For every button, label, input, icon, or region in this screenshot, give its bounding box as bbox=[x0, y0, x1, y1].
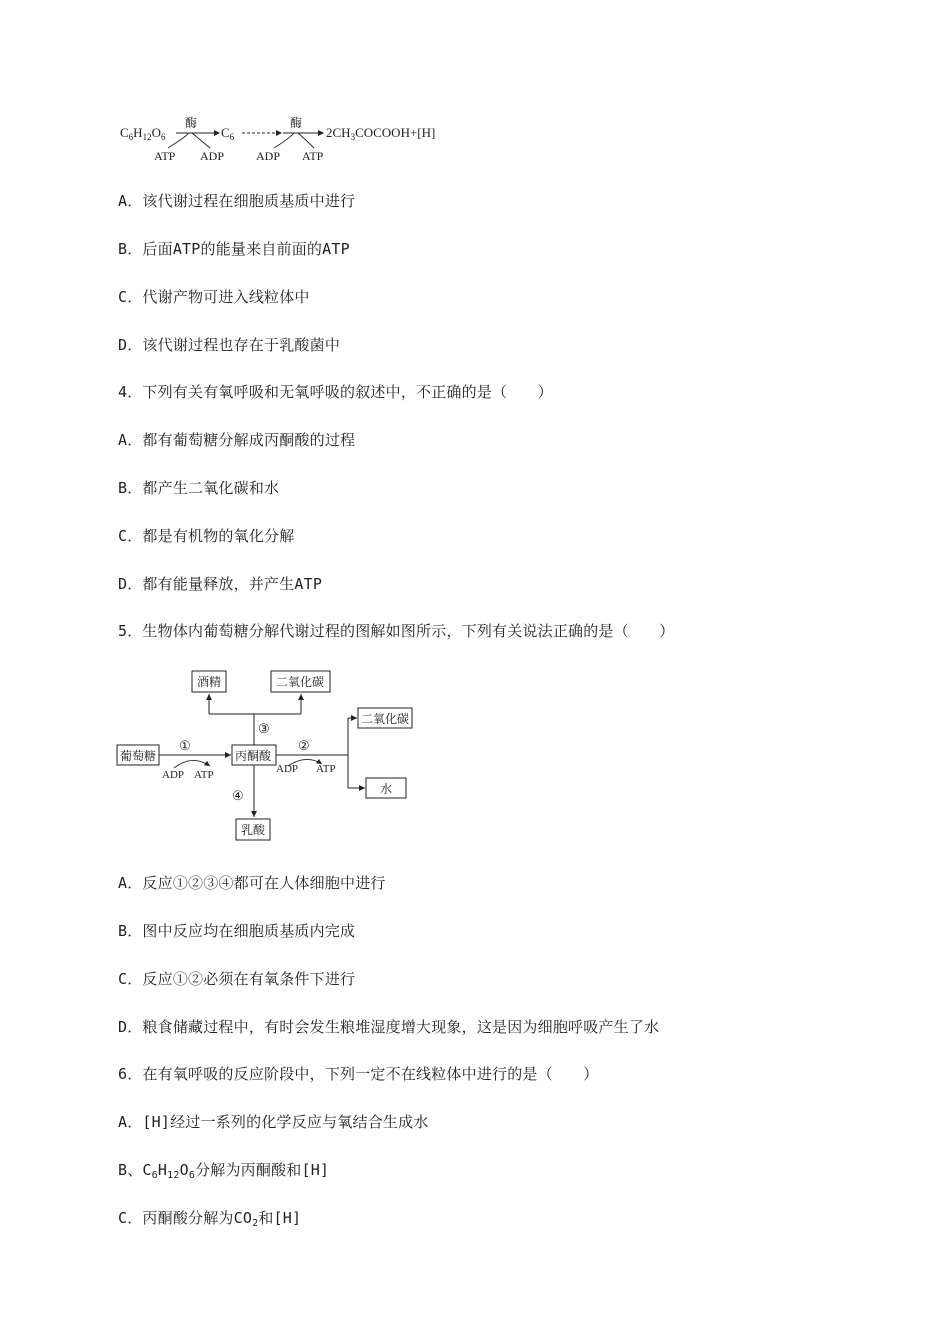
step3-label: ③ bbox=[258, 721, 270, 736]
reaction-equation bbox=[118, 112, 458, 170]
q4-option-c: C．都是有机物的氧化分解 bbox=[118, 527, 295, 545]
q6-option-c: C．丙酮酸分解为$CO_2$和[H] bbox=[118, 1209, 302, 1229]
q5-option-d: D．粮食储藏过程中，有时会发生粮堆湿度增大现象，这是因为细胞呼吸产生了水 bbox=[118, 1018, 660, 1036]
arrowhead-2 bbox=[318, 130, 324, 136]
q5-stem: 5．生物体内葡萄糖分解代谢过程的图解如图所示，下列有关说法正确的是（ ） bbox=[118, 622, 675, 640]
q3-option-d: D．该代谢过程也存在于乳酸菌中 bbox=[118, 336, 341, 354]
dashed-arrowhead bbox=[276, 130, 282, 136]
q5-option-b: B．图中反应均在细胞质基质内完成 bbox=[118, 922, 356, 940]
pyruvate-label: 丙酮酸 bbox=[235, 749, 272, 763]
q5-option-a: A．反应①②③④都可在人体细胞中进行 bbox=[118, 874, 386, 892]
atp1-label: ATP bbox=[194, 769, 214, 781]
q6-stem: 6．在有氧呼吸的反应阶段中，下列一定不在线粒体中进行的是（ ） bbox=[118, 1065, 599, 1083]
adp-label-2: ADP bbox=[256, 149, 281, 163]
energy-curve-1 bbox=[174, 760, 210, 768]
equation-product: $2CH_3COCOOH+[H]$ bbox=[326, 125, 436, 142]
q4-option-d: D．都有能量释放，并产生ATP bbox=[118, 575, 323, 593]
atp-label-1: ATP bbox=[154, 149, 176, 163]
step4-label: ④ bbox=[232, 788, 244, 803]
adp2-label: ADP bbox=[276, 763, 299, 775]
atp-consume-curve-1 bbox=[168, 133, 188, 148]
q6-option-a: A．[H]经过一系列的化学反应与氧结合生成水 bbox=[118, 1113, 429, 1131]
enzyme-label-2: 酶 bbox=[290, 116, 303, 130]
enzyme-label-1: 酶 bbox=[185, 116, 198, 130]
lactic-label: 乳酸 bbox=[241, 823, 266, 837]
arrowhead-1 bbox=[214, 130, 220, 136]
atp-label-2: ATP bbox=[302, 149, 324, 163]
co2-top-label: 二氧化碳 bbox=[276, 675, 325, 689]
equation-reactant: $C_6H_{12}O_6$ bbox=[120, 125, 166, 142]
equation-intermediate: $C_6$ bbox=[221, 125, 235, 142]
alcohol-label: 酒精 bbox=[197, 675, 222, 689]
q6-option-b: B、$C_6H_{12}O_6$分解为丙酮酸和[H] bbox=[118, 1161, 330, 1181]
q4-option-a: A．都有葡萄糖分解成丙酮酸的过程 bbox=[118, 431, 356, 449]
q4-stem: 4．下列有关有氧呼吸和无氧呼吸的叙述中，不正确的是（ ） bbox=[118, 383, 553, 401]
q3-option-b: B．后面ATP的能量来自前面的ATP bbox=[118, 240, 350, 258]
water-label: 水 bbox=[380, 782, 393, 796]
q5-option-c: C．反应①②必须在有氧条件下进行 bbox=[118, 970, 356, 988]
glucose-label: 葡萄糖 bbox=[120, 749, 157, 763]
q3-option-c: C．代谢产物可进入线粒体中 bbox=[118, 288, 310, 306]
glucose-metabolism-diagram bbox=[112, 668, 422, 848]
atp-release-curve-2 bbox=[298, 133, 314, 148]
step1-label: ① bbox=[179, 738, 191, 753]
adp-release-curve-1 bbox=[192, 133, 210, 148]
atp2-label: ATP bbox=[316, 763, 336, 775]
adp-label-1: ADP bbox=[200, 149, 225, 163]
q3-option-a: A．该代谢过程在细胞质基质中进行 bbox=[118, 192, 356, 210]
co2-right-label: 二氧化碳 bbox=[361, 712, 410, 726]
adp1-label: ADP bbox=[162, 769, 185, 781]
q4-option-b: B．都产生二氧化碳和水 bbox=[118, 479, 280, 497]
step2-label: ② bbox=[298, 738, 310, 753]
